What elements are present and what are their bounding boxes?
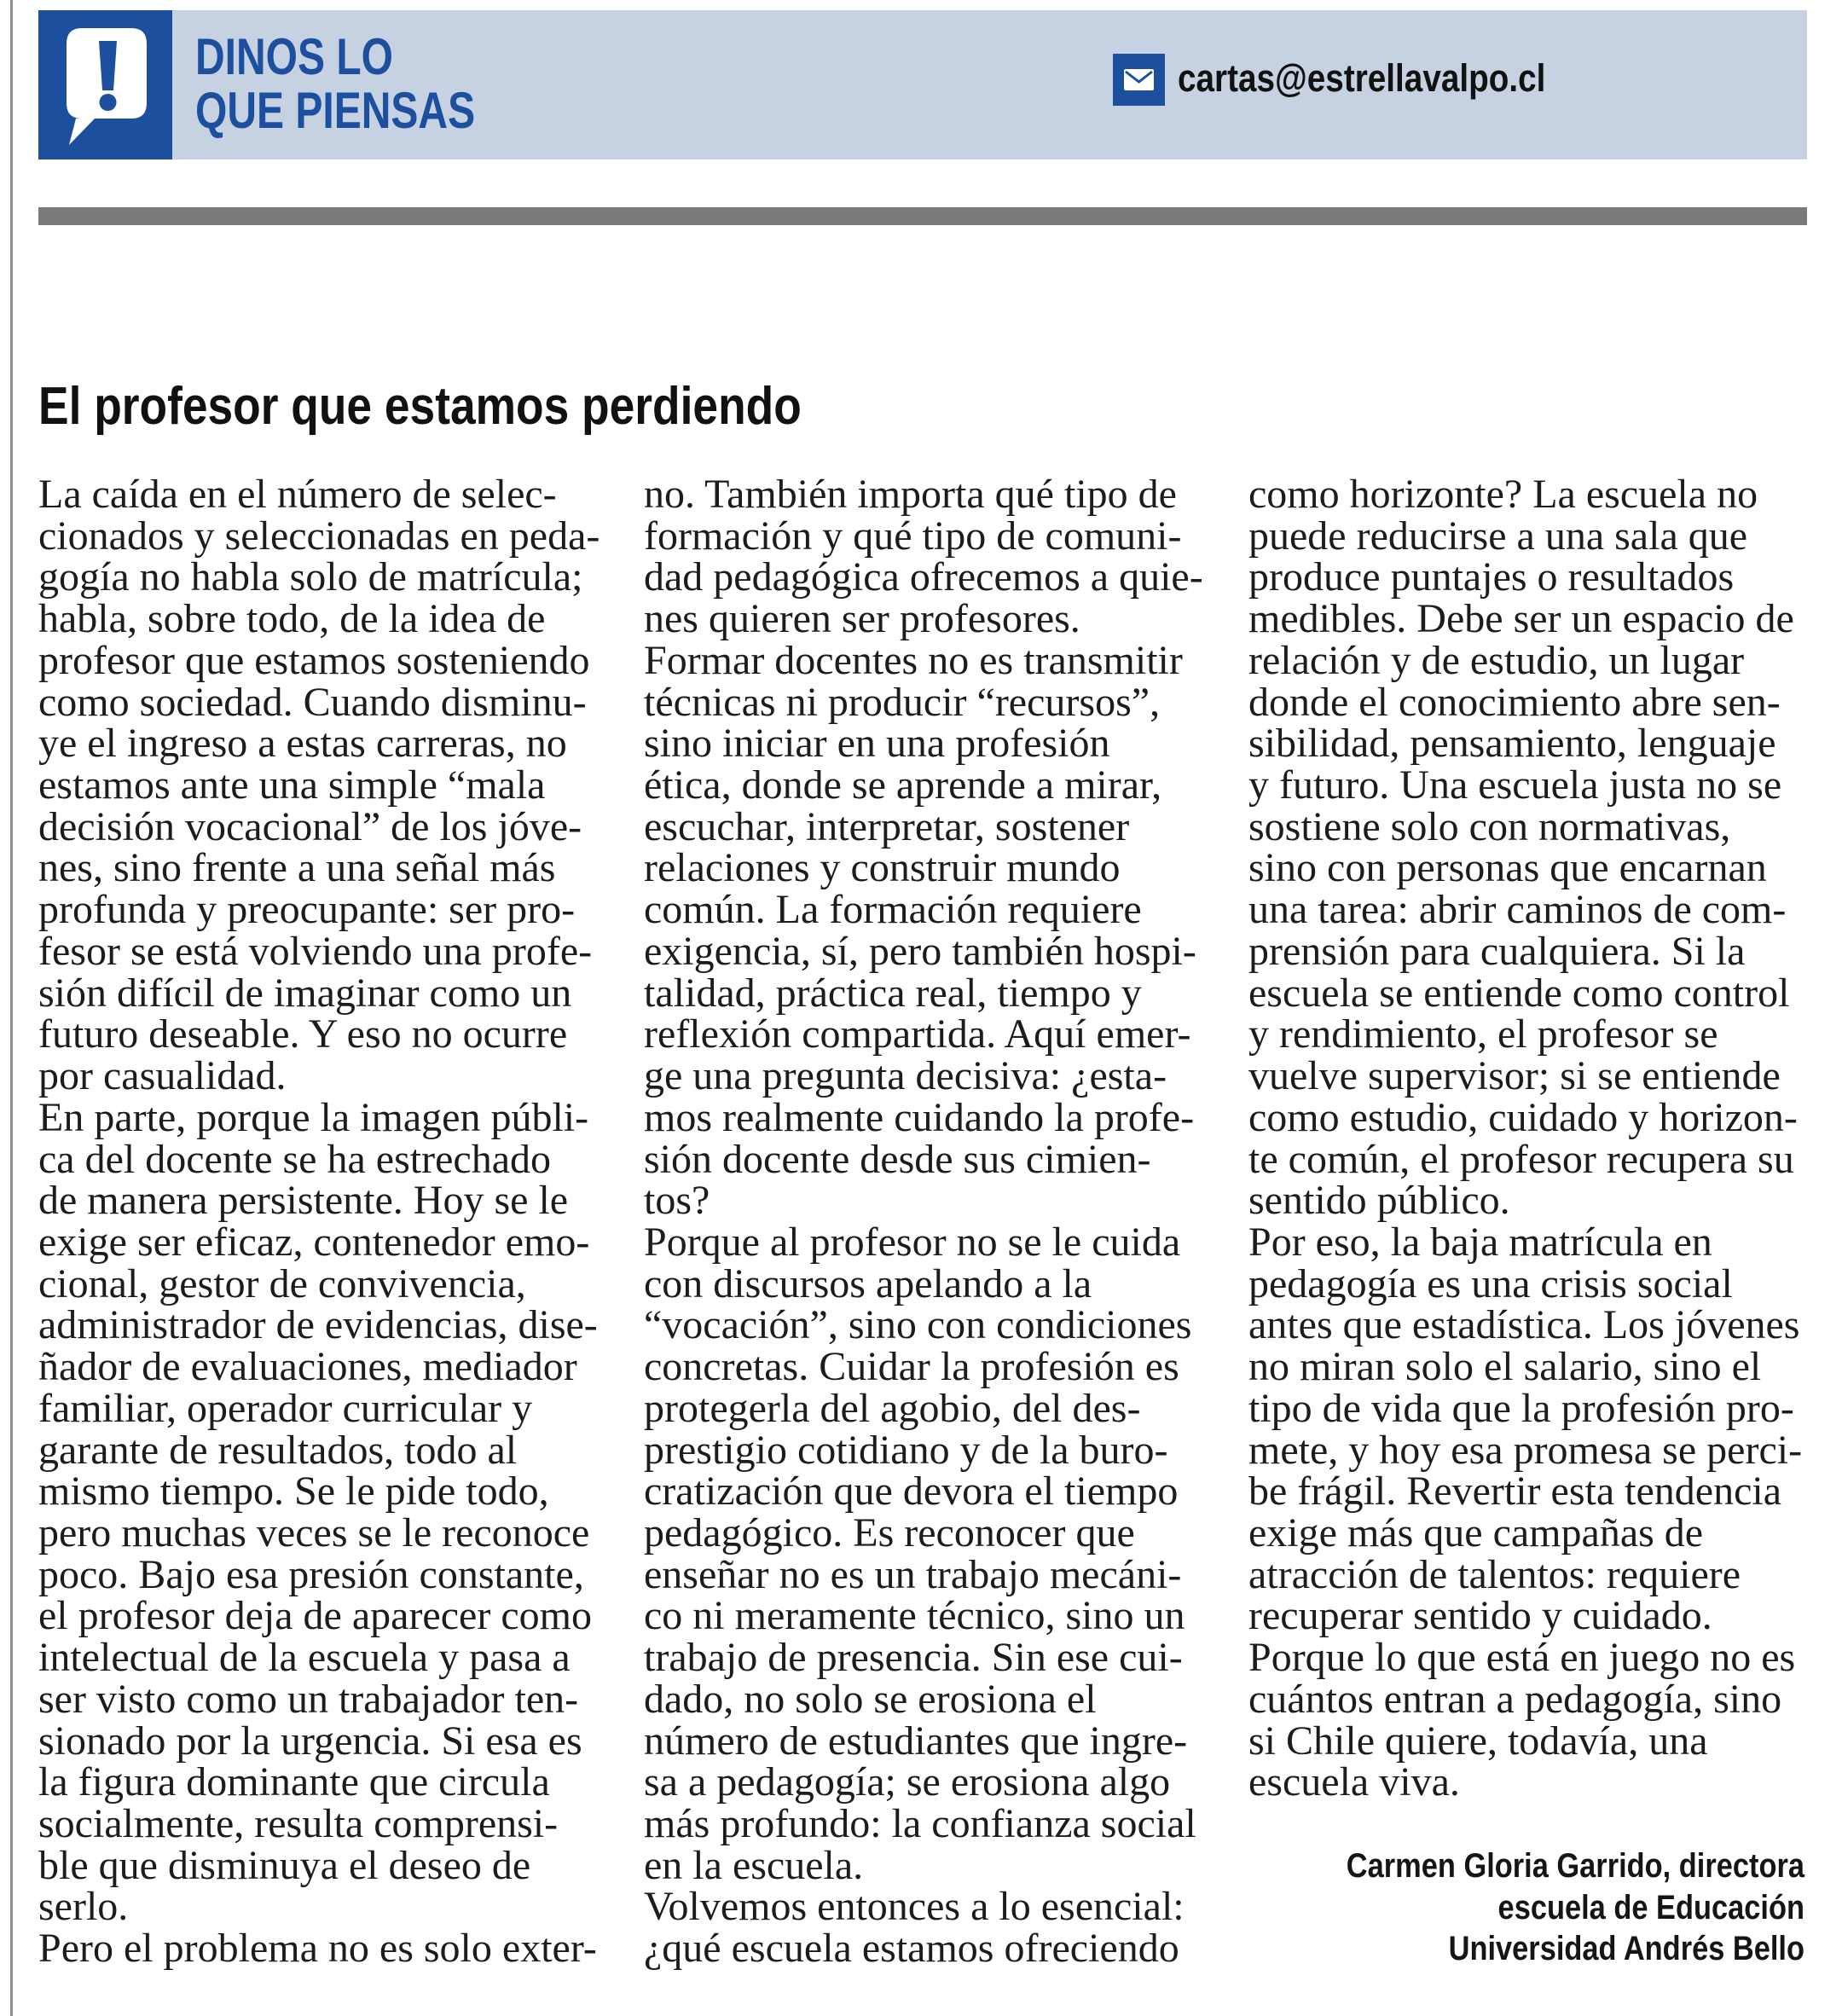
body-text-line: produce puntajes o resultados [1248,554,1735,600]
body-text-line: como horizonte? La escuela no [1248,472,1758,517]
body-text-line: Por eso, la baja matrícula en [1248,1219,1712,1265]
body-text-line: intelectual de la escuela y pasa a [38,1635,571,1681]
body-text-line: nes, sino frente a una señal más [38,845,556,891]
body-text-line: Porque al profesor no se le cuida [644,1219,1181,1265]
section-header [38,10,1807,159]
body-text-line: prestigio cotidiano y de la buro- [644,1427,1168,1473]
body-text-line: exige más que campañas de [1248,1509,1704,1555]
body-text-line: recuperar sentido y cuidado. [1248,1593,1712,1639]
body-text-line: enseñar no es un trabajo mecáni- [644,1551,1182,1597]
section-divider-bar [38,207,1807,225]
body-text-line: sostiene solo con normativas, [1248,803,1731,849]
body-text-line: decisión vocacional” de los jóve- [38,803,582,849]
body-text-line: con discursos apelando a la [644,1260,1092,1306]
body-text-line: te común, el profesor recupera su [1248,1136,1794,1182]
body-text-line: sibilidad, pensamiento, lenguaje [1248,721,1776,767]
body-text-line: el profesor deja de aparecer como [38,1593,592,1639]
body-text-line: relación y de estudio, un lugar [1248,637,1745,683]
body-text-line: nes quieren ser profesores. [644,596,1080,642]
signature-name: Carmen Gloria Garrido, directora [1346,1847,1804,1885]
body-text-line: dad pedagógica ofrecemos a quie- [644,554,1203,600]
body-text-line: como sociedad. Cuando disminu- [38,679,587,725]
body-text-line: sino iniciar en una profesión [644,721,1110,767]
body-text-line: ¿qué escuela estamos ofreciendo [644,1926,1179,1972]
body-text-line: exigencia, sí, pero también hospi- [644,928,1196,974]
author-signature [1122,1845,1804,1970]
body-text-line: de manera persistente. Hoy se le [38,1178,569,1224]
column-3 [1248,474,1837,1804]
body-text-line: gogía no habla solo de matrícula; [38,554,583,600]
body-text-line: común. La formación requiere [644,887,1142,933]
body-text-line: sión docente desde sus cimien- [644,1136,1151,1182]
body-text-line: reflexión compartida. Aquí emer- [644,1011,1191,1057]
left-border-line [10,0,13,2016]
body-text-line: talidad, práctica real, tiempo y [644,970,1142,1016]
body-text-line: relaciones y construir mundo [644,845,1121,891]
body-text-line: exige ser eficaz, contenedor emo- [38,1219,590,1265]
body-text-line: ser visto como un trabajador ten- [38,1676,579,1722]
body-text-line: co ni meramente técnico, sino un [644,1593,1185,1639]
body-text-line: Pero el problema no es solo exter- [38,1926,597,1972]
body-text-line: sión difícil de imaginar como un [38,970,572,1016]
body-text-line: cional, gestor de convivencia, [38,1260,526,1306]
body-text-line: sentido público. [1248,1178,1510,1224]
body-text-line: profesor que estamos sosteniendo [38,637,590,683]
body-text-line: puede reducirse a una sala que [1248,513,1748,559]
body-text-line: socialmente, resulta comprensi- [38,1801,559,1846]
column-1 [38,474,627,1970]
body-text-line: fesor se está volviendo una profe- [38,928,593,974]
body-text-line: Formar docentes no es transmitir [644,637,1183,683]
body-text-line: sa a pedagogía; se erosiona algo [644,1759,1171,1805]
body-text-line: como estudio, cuidado y horizon- [1248,1094,1798,1140]
body-text-line: escuchar, interpretar, sostener [644,803,1130,849]
article-headline: El profesor que estamos perdiendo [38,377,802,436]
body-text-line: ética, donde se aprende a mirar, [644,762,1162,808]
body-text-line: en la escuela. [644,1842,864,1888]
body-text-line: prensión para cualquiera. Si la [1248,928,1746,974]
body-text-line: familiar, operador curricular y [38,1385,533,1431]
body-text-line: Volvemos entonces a lo esencial: [644,1884,1185,1930]
body-text-line: be frágil. Revertir esta tendencia [1248,1469,1782,1515]
envelope-icon [1113,54,1165,106]
body-text-line: mos realmente cuidando la profe- [644,1094,1195,1140]
body-text-line: ca del docente se ha estrechado [38,1136,552,1182]
body-text-line: sino con personas que encarnan [1248,845,1767,891]
body-text-line: Porque lo que está en juego no es [1248,1635,1796,1681]
contact-email: cartas@estrellavalpo.cl [1178,56,1546,100]
body-text-line: escuela viva. [1248,1759,1460,1805]
body-text-line: garante de resultados, todo al [38,1427,518,1473]
body-text-line: cuántos entran a pedagogía, sino [1248,1676,1782,1722]
section-title-line-2: QUE PIENSAS [195,82,476,139]
body-text-line: ble que disminuya el deseo de [38,1842,531,1888]
body-text-line: escuela se entiende como control [1248,970,1790,1016]
body-text-line: ye el ingreso a estas carreras, no [38,721,567,767]
body-text-line: atracción de talentos: requiere [1248,1551,1741,1597]
body-text-line: técnicas ni producir “recursos”, [644,679,1161,725]
body-text-line: formación y qué tipo de comuni- [644,513,1182,559]
body-text-line: cratización que devora el tiempo [644,1469,1179,1515]
body-text-line: habla, sobre todo, de la idea de [38,596,546,642]
body-text-line: mismo tiempo. Se le pide todo, [38,1469,549,1515]
body-text-line: tos? [644,1178,710,1224]
body-text-line: dado, no solo se erosiona el [644,1676,1097,1722]
body-text-line: “vocación”, sino con condiciones [644,1302,1192,1348]
body-text-line: protegerla del agobio, del des- [644,1385,1141,1431]
signature-department: escuela de Educación [1497,1888,1804,1926]
body-text-line: cionados y seleccionadas en peda- [38,513,600,559]
body-text-line: tipo de vida que la profesión pro- [1248,1385,1794,1431]
body-text-line: donde el conocimiento abre sen- [1248,679,1781,725]
body-text-line: antes que estadística. Los jóvenes [1248,1302,1800,1348]
body-text-line: no. También importa qué tipo de [644,472,1177,517]
body-text-line: vuelve supervisor; si se entiende [1248,1053,1781,1099]
body-text-line: medibles. Debe ser un espacio de [1248,596,1794,642]
body-text-line: por casualidad. [38,1053,287,1099]
body-text-line: profunda y preocupante: ser pro- [38,887,576,933]
body-text-line: si Chile quiere, todavía, una [1248,1718,1708,1764]
body-text-line: ge una pregunta decisiva: ¿esta- [644,1053,1167,1099]
body-text-line: pedagogía es una crisis social [1248,1260,1733,1306]
body-text-line: mete, y hoy esa promesa se perci- [1248,1427,1803,1473]
body-text-line: una tarea: abrir caminos de com- [1248,887,1787,933]
body-text-line: estamos ante una simple “mala [38,762,546,808]
body-text-line: administrador de evidencias, dise- [38,1302,598,1348]
exclamation-bubble-icon [38,10,172,159]
body-text-line: no miran solo el salario, sino el [1248,1344,1762,1390]
section-title-line-1: DINOS LO [195,28,394,85]
body-text-line: poco. Bajo esa presión constante, [38,1551,584,1597]
body-text-line: sionado por la urgencia. Si esa es [38,1718,582,1764]
signature-institution: Universidad Andrés Bello [1448,1930,1804,1968]
body-text-line: pero muchas veces se le reconoce [38,1509,590,1555]
body-text-line: ñador de evaluaciones, mediador [38,1344,577,1390]
body-text-line: y futuro. Una escuela justa no se [1248,762,1782,808]
body-text-line: concretas. Cuidar la profesión es [644,1344,1179,1390]
body-text-line: trabajo de presencia. Sin ese cui- [644,1635,1183,1681]
column-2 [644,474,1232,1970]
body-text-line: futuro deseable. Y eso no ocurre [38,1011,568,1057]
body-text-line: serlo. [38,1884,129,1930]
body-text-line: la figura dominante que circula [38,1759,550,1805]
body-text-line: y rendimiento, el profesor se [1248,1011,1718,1057]
body-text-line: pedagógico. Es reconocer que [644,1509,1135,1555]
body-text-line: más profundo: la confianza social [644,1801,1196,1846]
body-text-line: La caída en el número de selec- [38,472,557,517]
body-text-line: número de estudiantes que ingre- [644,1718,1188,1764]
body-text-line: En parte, porque la imagen públi- [38,1094,589,1140]
